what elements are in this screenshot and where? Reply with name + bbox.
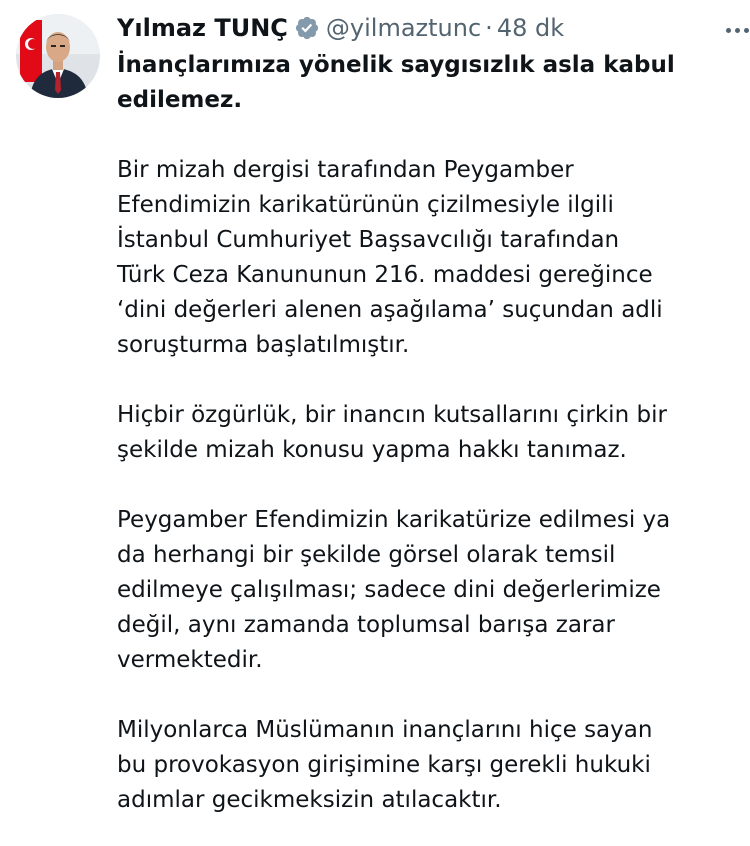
author-handle[interactable]: @yilmaztunc — [325, 14, 482, 42]
avatar[interactable] — [16, 14, 100, 98]
more-dot — [726, 28, 731, 33]
paragraph-1-line: ‘dini değerleri alenen aşağılama’ suçundan adli — [117, 297, 663, 323]
header-separator: · — [485, 14, 493, 42]
tweet-header — [117, 8, 737, 48]
more-dot — [744, 28, 749, 33]
paragraph-4-line: Milyonlarca Müslümanın inançlarını hiçe sayan — [117, 717, 653, 743]
paragraph-2-line: şekilde mizah konusu yapma hakkı tanımaz. — [117, 437, 627, 463]
avatar-photo — [16, 14, 100, 98]
paragraph-3-line: vermektedir. — [117, 647, 263, 673]
author-name[interactable]: Yılmaz TUNÇ — [117, 14, 288, 42]
paragraph-1-line: Bir mizah dergisi tarafından Peygamber — [117, 157, 574, 183]
paragraph-1-line: soruşturma başlatılmıştır. — [117, 332, 410, 358]
paragraph-1-line: Türk Ceza Kanununun 216. maddesi gereğince — [117, 262, 653, 288]
paragraph-2-line: Hiçbir özgürlük, bir inancın kutsallarını çirkin bir — [117, 402, 667, 428]
paragraph-4-line: adımlar gecikmeksizin atılacaktır. — [117, 787, 502, 813]
paragraph-3-line: değil, aynı zamanda toplumsal barışa zarar — [117, 612, 615, 638]
verified-badge-icon — [294, 15, 320, 41]
tweet-body — [117, 48, 737, 818]
paragraph-1-line: Efendimizin karikatürünün çizilmesiyle ilgili — [117, 192, 614, 218]
paragraph-3-line: da herhangi bir şekilde görsel olarak temsil — [117, 542, 616, 568]
paragraph-3-line: Peygamber Efendimizin karikatürize edilmesi ya — [117, 507, 671, 533]
paragraph-3-line: edilmeye çalışılması; sadece dini değerlerimize — [117, 577, 661, 603]
more-options-icon[interactable] — [726, 28, 749, 33]
tweet-timestamp[interactable]: 48 dk — [496, 14, 565, 42]
tweet-title-line: İnançlarımıza yönelik saygısızlık asla kabul — [117, 52, 675, 78]
tweet-title-line: edilemez. — [117, 87, 243, 113]
paragraph-1-line: İstanbul Cumhuriyet Başsavcılığı tarafından — [117, 227, 620, 253]
tweet-content — [117, 8, 737, 818]
paragraph-4-line: bu provokasyon girişimine karşı gerekli hukuki — [117, 752, 651, 778]
more-dot — [735, 28, 740, 33]
